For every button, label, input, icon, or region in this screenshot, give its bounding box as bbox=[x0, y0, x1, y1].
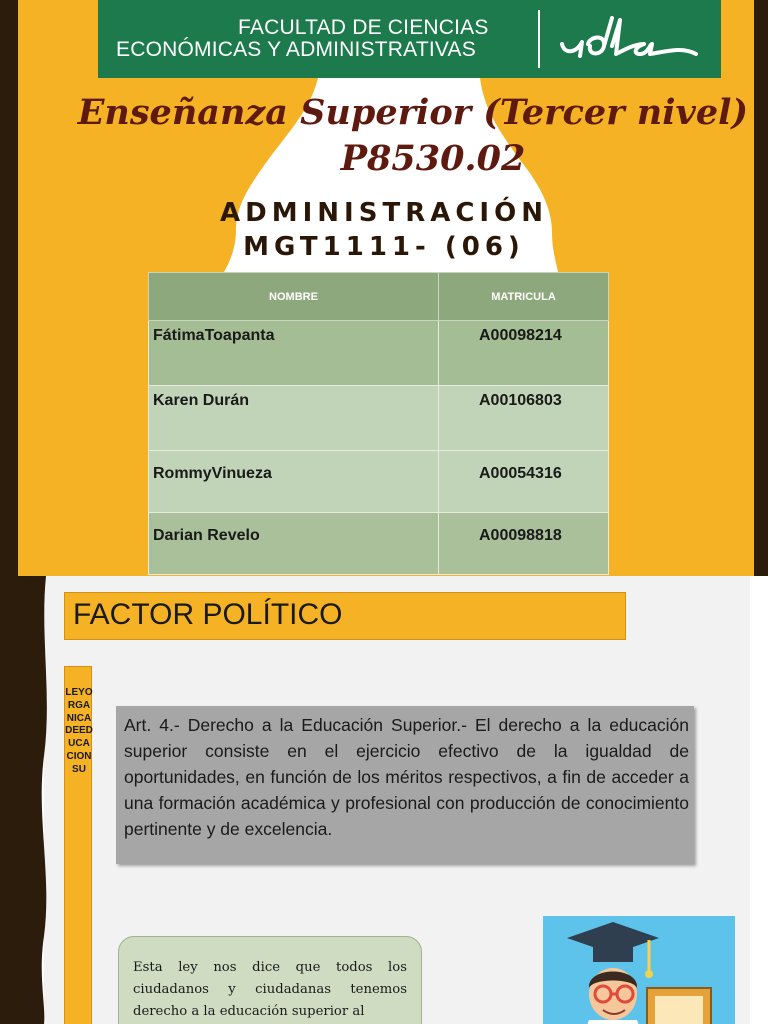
article-box bbox=[116, 706, 694, 864]
student-id: A00098818 bbox=[439, 513, 609, 575]
banner-separator bbox=[538, 10, 540, 68]
student-name: Karen Durán bbox=[149, 386, 439, 451]
student-id: A00054316 bbox=[439, 451, 609, 513]
faculty-banner bbox=[98, 0, 721, 78]
subject-heading: ADMINISTRACIÓN bbox=[220, 198, 548, 228]
faculty-name-line2: ECONÓMICAS Y ADMINISTRATIVAS bbox=[116, 38, 476, 61]
article-text: Art. 4.- Derecho a la Educación Superior.- El derecho a la educación superior consiste en el ejercicio efectivo de la igualdad de oportunidades, en función de los méritos respectivos, a fin de acceder a una formación académica y profesional con producción de conocimiento pertinente y de excelencia. bbox=[124, 715, 689, 839]
note-box bbox=[118, 936, 422, 1024]
course-level-heading: Enseñanza Superior (Tercer nivel) bbox=[77, 92, 748, 133]
political-factor-slide bbox=[0, 576, 768, 1024]
table-row bbox=[149, 321, 609, 386]
graduate-icon bbox=[543, 916, 735, 1024]
students-table bbox=[148, 272, 609, 575]
column-header-name: NOMBRE bbox=[149, 273, 439, 321]
table-row bbox=[149, 386, 609, 451]
table-row bbox=[149, 451, 609, 513]
student-name: RommyVinueza bbox=[149, 451, 439, 513]
student-name: Darian Revelo bbox=[149, 513, 439, 575]
table-header-row bbox=[149, 273, 609, 321]
section-title: FACTOR POLÍTICO bbox=[73, 598, 343, 631]
graduate-illustration bbox=[543, 916, 735, 1024]
note-text: Esta ley nos dice que todos los ciudadanos y ciudadanas tenemos derecho a la educación superior al bbox=[133, 960, 407, 1019]
vertical-label-bar bbox=[64, 666, 92, 1024]
table-row bbox=[149, 513, 609, 575]
udla-logo bbox=[554, 10, 704, 70]
column-header-id: MATRICULA bbox=[439, 273, 609, 321]
student-name: FátimaToapanta bbox=[149, 321, 439, 386]
vertical-law-label: LEYORGANICADEEDUCACIONSU bbox=[65, 687, 93, 775]
faculty-name-line1: FACULTAD DE CIENCIAS bbox=[238, 16, 489, 39]
section-title-box bbox=[64, 592, 626, 640]
student-id: A00106803 bbox=[439, 386, 609, 451]
left-dark-wave bbox=[0, 576, 60, 1024]
course-code-heading: P8530.02 bbox=[340, 138, 526, 179]
subject-code-heading: MGT1111- (06) bbox=[243, 232, 525, 262]
student-id: A00098214 bbox=[439, 321, 609, 386]
